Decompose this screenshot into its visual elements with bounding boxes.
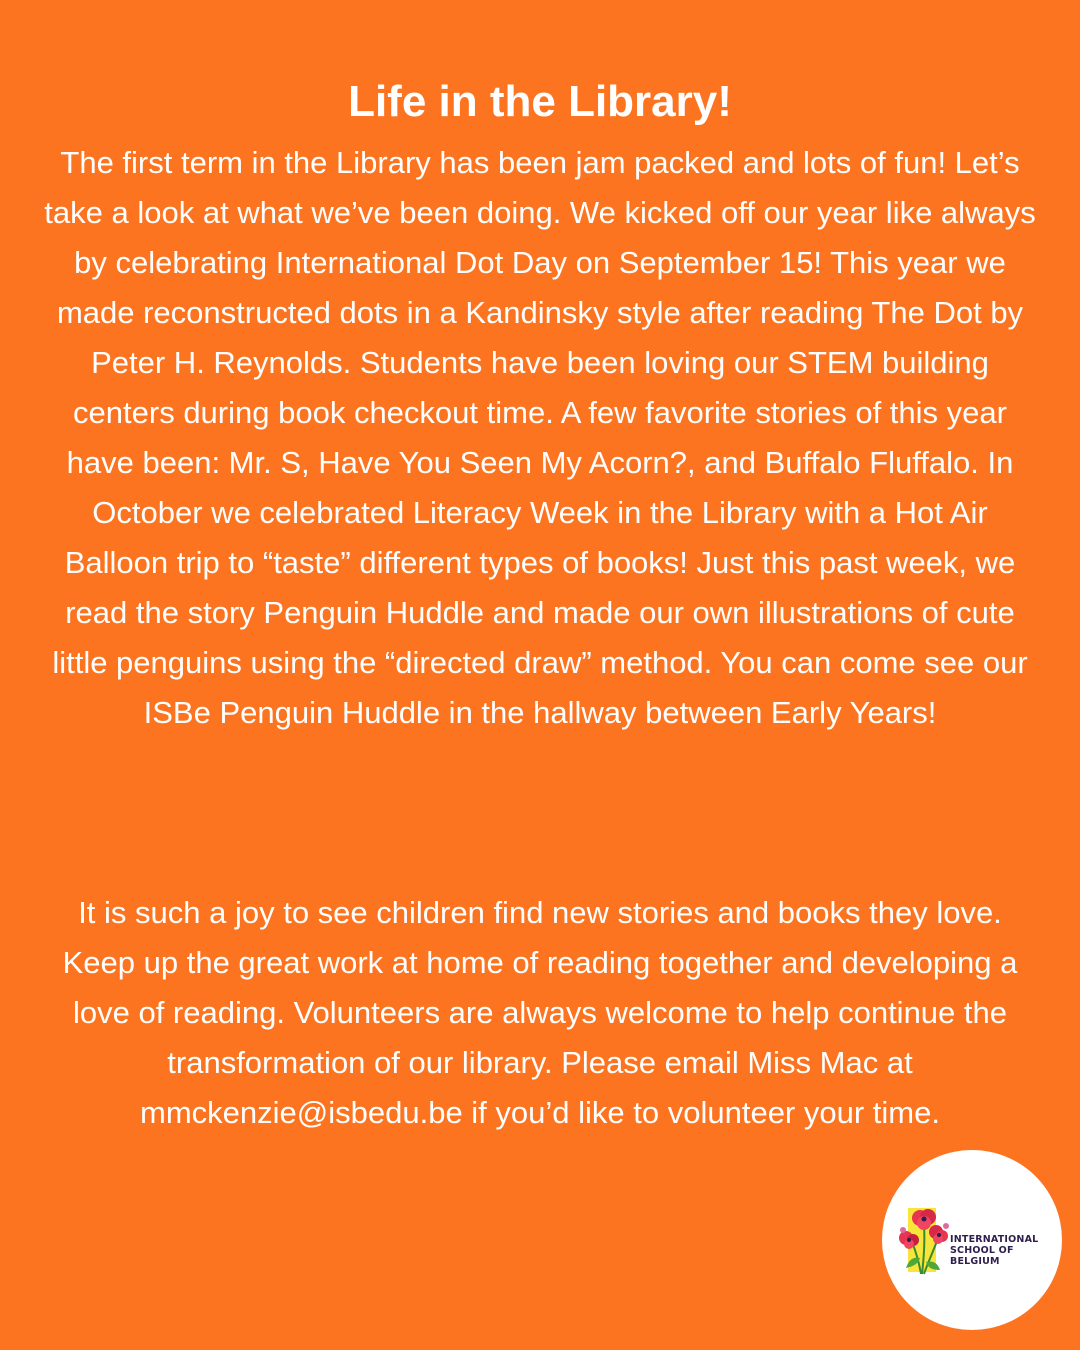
school-logo bbox=[882, 1150, 1062, 1330]
page-title: Life in the Library! bbox=[348, 77, 732, 126]
school-name-line-3: BELGIUM bbox=[950, 1256, 1000, 1267]
intro-paragraph: The first term in the Library has been jam packed and lots of fun! Let’s take a look at what we’ve been doing. We kicked off our year like always by celebrating International Dot Day on September 15! This year we made reconstructed dots in a Kandinsky style after reading The Dot by Peter H. Reynolds. Students have been loving our STEM building centers during book checkout time. A few favorite stories of this year have been: Mr. S, Have You Seen My Acorn?, and Buffalo Fluffalo. In October we celebrated Literacy Week in the Library with a Hot Air Balloon trip to “taste” different types of books! Just this past week, we read the story Penguin Huddle and made our own illustrations of cute little penguins using the “directed draw” method. You can come see our ISBe Penguin Huddle in the hallway between Early Years! bbox=[44, 145, 1036, 730]
closing-paragraph: It is such a joy to see children find new stories and books they love. Keep up the great work at home of reading together and developing a love of reading. Volunteers are always welcome to help continue the transformation of our library. Please email Miss Mac at mmckenzie@isbedu.be if you’d like to volunteer your time. bbox=[62, 895, 1018, 1130]
poppy-flowers-icon bbox=[894, 1202, 954, 1278]
school-name bbox=[950, 1234, 1060, 1267]
school-name-line-1: INTERNATIONAL bbox=[950, 1234, 1039, 1245]
school-name-line-2: SCHOOL OF bbox=[950, 1245, 1014, 1256]
